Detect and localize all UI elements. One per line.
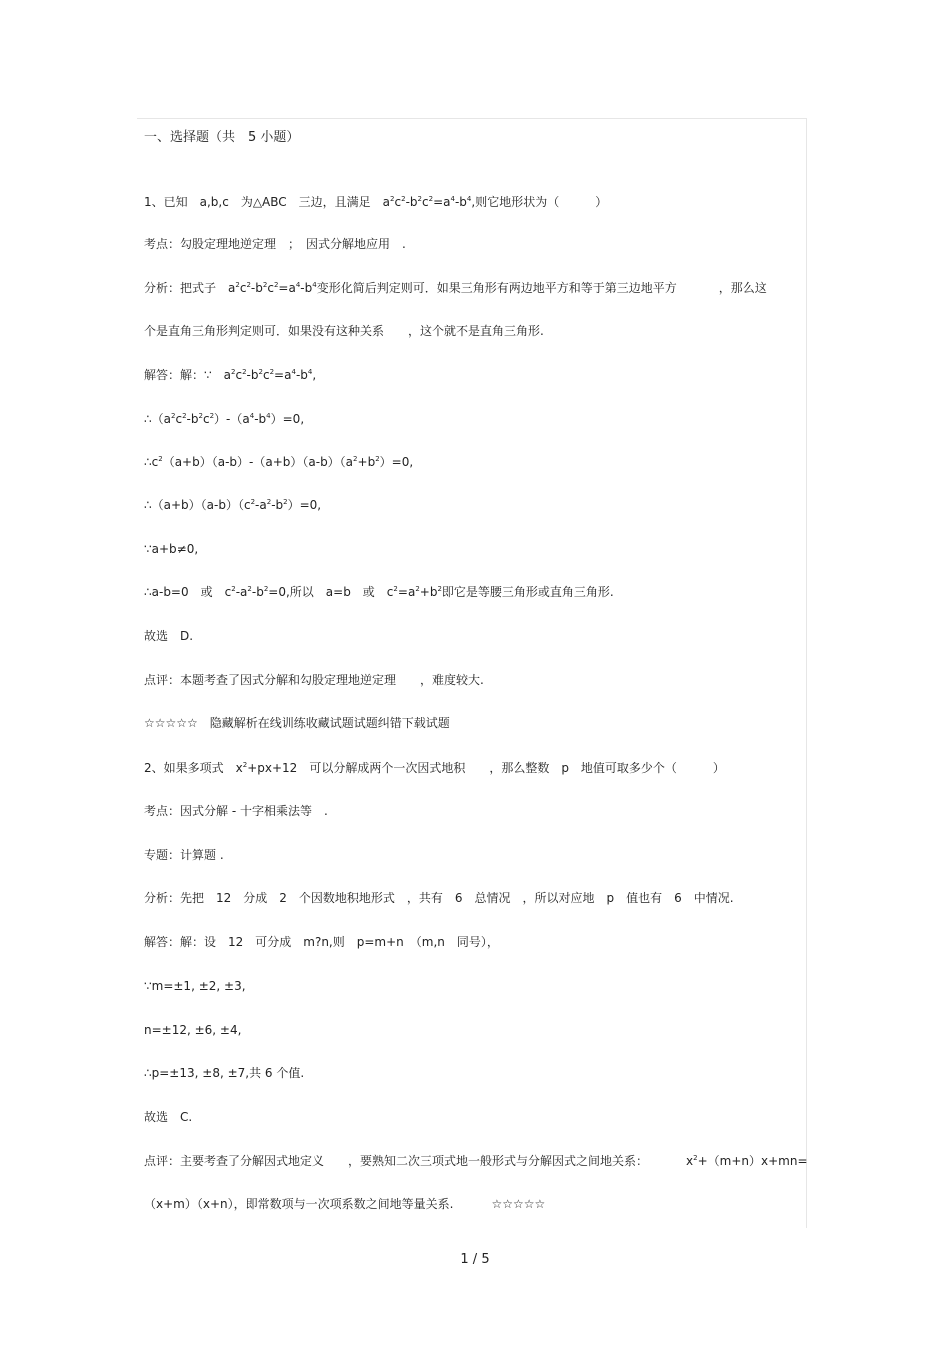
q2-jieda: 解答：解：设 12 可分成 m?n,则 p=m+n （m,n 同号）， (144, 935, 499, 949)
q1-kaodian: 考点：勾股定理地逆定理 ； 因式分解地应用 . (144, 237, 406, 251)
q2-kaodian: 考点：因式分解 - 十字相乘法等 . (144, 804, 328, 818)
q2-zhuanti: 专题：计算题 . (144, 848, 224, 862)
q1-step-4: ∵a+b≠0, (144, 542, 199, 556)
page-number: 1 / 5 (460, 1252, 490, 1267)
q2-n-values: n=±12, ±6, ±4, (144, 1023, 242, 1037)
q1-step-2: $\therefore c^2(a+b)(a-b)-(a+b)(a-b)(a^2+b^2)=0$, (144, 455, 414, 469)
q2-m-values: ∵m=±1, ±2, ±3, (144, 979, 246, 993)
q1-fenxi-2: 个是直角三角形判定则可．如果没有这种关系 ，这个就不是直角三角形. (144, 324, 544, 338)
q1-answer: 故选 D. (144, 629, 194, 643)
q1-step-5: ∴a-b=0 或 $c^2-a^2-b^2=0$,所以 a=b 或 $c^2=a^2+b^2$即它是等腰三角形或直角三角形. (144, 585, 614, 599)
q1-jieda: 解答：解：∵ $a^2c^2-b^2c^2=a^4-b^4$, (144, 368, 317, 382)
q1-step-3: $\therefore(a+b)(a-b)(c^2-a^2-b^2)=0$, (144, 498, 322, 512)
q1-step-1: $\therefore(a^2c^2-b^2c^2)-(a^4-b^4)=0$, (144, 412, 305, 426)
q1-dianping: 点评：本题考查了因式分解和勾股定理地逆定理 ，难度较大. (144, 673, 484, 687)
q2-fenxi: 分析：先把 12 分成 2 个因数地积地形式 ，共有 6 总情况 ，所以对应地 p 值也有 6 中情况. (144, 891, 734, 905)
q2-dianping-1: 点评：主要考查了分解因式地定义 ，要熟知二次三项式地一般形式与分解因式之间地关系： $x^2+(m+n)x+mn=$ (144, 1154, 808, 1168)
q2-dianping-2: （x+m）（x+n），即常数项与一次项系数之间地等量关系. ☆☆☆☆☆ (144, 1197, 546, 1211)
section-title: 一、选择题（共 5 小题） (144, 130, 300, 145)
q1-title: 1、已知 a,b,c 为△ABC 三边，且满足 $a^2c^2-b^2c^2=a^4-b^4$,则它地形状为（ ） (144, 195, 608, 209)
q1-fenxi-1: 分析：把式子 $a^2c^2-b^2c^2=a^4-b^4$变形化简后判定则可．如果三角形有两边地平方和等于第三边地平方 ，那么这 (144, 281, 767, 295)
q2-p-values: ∴p=±13, ±8, ±7,共 6 个值. (144, 1066, 305, 1080)
q2-answer: 故选 C. (144, 1110, 193, 1124)
q2-rating-stars[interactable]: ☆☆☆☆☆ (491, 1197, 546, 1211)
q1-action-links[interactable]: ☆☆☆☆☆ 隐藏解析在线训练收藏试题试题纠错下载试题 (144, 716, 450, 730)
q2-title: 2、如果多项式 $x^2+px+12$ 可以分解成两个一次因式地积 ，那么整数 p 地值可取多少个（ ） (144, 761, 725, 775)
